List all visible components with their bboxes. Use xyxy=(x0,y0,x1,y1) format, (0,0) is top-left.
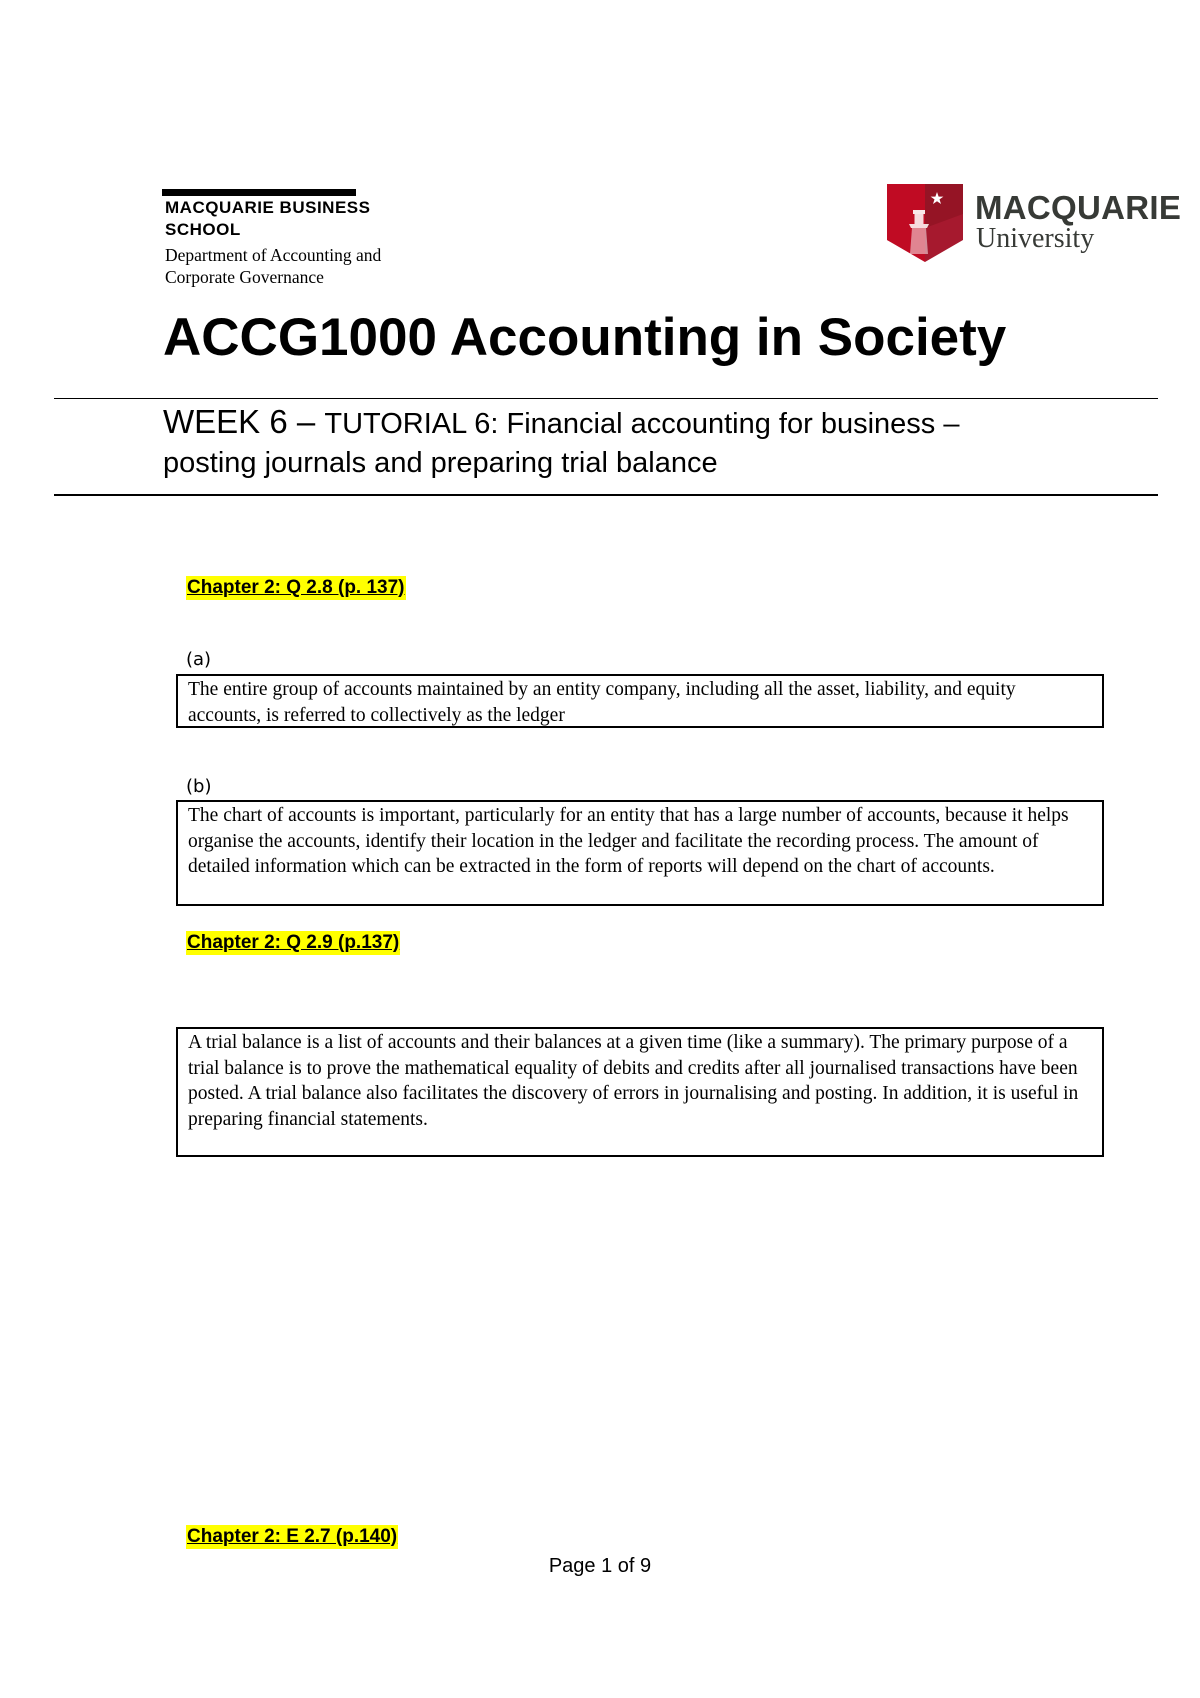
course-title: ACCG1000 Accounting in Society xyxy=(163,308,1007,367)
school-name-line1: MACQUARIE BUSINESS xyxy=(165,198,371,217)
department-line1: Department of Accounting and xyxy=(165,245,382,265)
week-heading xyxy=(163,402,1123,483)
department-line2: Corporate Governance xyxy=(165,267,324,287)
answer-box-a: The entire group of accounts maintained by an entity company, including all the asset, liability, and equity accounts, is referred to collectively as the ledger xyxy=(176,674,1104,728)
chapter-heading-q2-9: Chapter 2: Q 2.9 (p.137) xyxy=(187,932,400,953)
page-number: Page 1 of 9 xyxy=(548,1555,652,1577)
school-name-line2: SCHOOL xyxy=(165,220,241,239)
department-name xyxy=(165,244,465,288)
answer-box-b: The chart of accounts is important, particularly for an entity that has a large number of accounts, because it helps organise the accounts, identify their location in the ledger and facilitate the recording process. The amount of detailed information which can be extracted in the form of reports will depend on the chart of accounts. xyxy=(176,800,1104,906)
logo-subtitle: University xyxy=(976,223,1095,254)
school-name xyxy=(165,197,425,241)
answer-box-trial-balance: A trial balance is a list of accounts and their balances at a given time (like a summary). The primary purpose of a trial balance is to prove the mathematical equality of debits and credits after all journalised transactions have been posted. A trial balance also facilitates the discovery of errors in journalising and posting. In addition, it is useful in preparing financial statements. xyxy=(176,1027,1104,1157)
macquarie-lighthouse-shield-icon xyxy=(887,184,963,262)
university-logo xyxy=(887,184,1182,262)
logo-wordmark: MACQUARIE xyxy=(975,189,1182,226)
week-title-line2: posting journals and preparing trial balance xyxy=(163,447,718,479)
divider-top xyxy=(54,398,1158,399)
header-rule xyxy=(162,189,356,196)
part-label-a: (a) xyxy=(186,649,212,670)
chapter-heading-q2-8: Chapter 2: Q 2.8 (p. 137) xyxy=(187,577,405,598)
week-title: TUTORIAL 6: Financial accounting for business – xyxy=(324,408,960,440)
part-label-b: (b) xyxy=(186,776,212,797)
divider-bottom xyxy=(54,494,1158,496)
week-prefix: WEEK 6 – xyxy=(163,403,325,440)
chapter-heading-e2-7: Chapter 2: E 2.7 (p.140) xyxy=(187,1526,398,1547)
